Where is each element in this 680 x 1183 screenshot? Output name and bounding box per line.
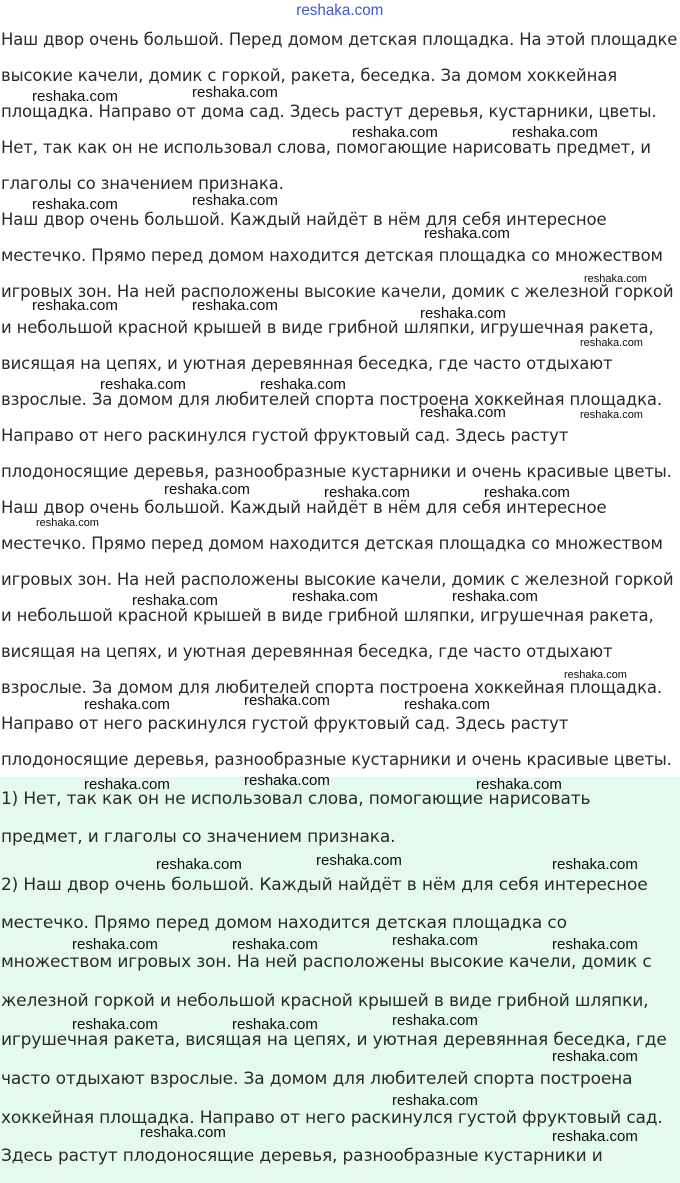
answer-line: местечко. Прямо перед домом находится детская площадка со — [1, 913, 567, 933]
answer-line: железной горкой и небольшой красной крышей в виде грибной шляпки, — [1, 991, 649, 1011]
watermark: reshaka.com — [156, 856, 242, 873]
watermark: reshaka.com — [420, 305, 506, 322]
text-line: Наш двор очень большой. Каждый найдёт в нём для себя интересное — [1, 498, 607, 517]
watermark: reshaka.com — [32, 88, 118, 105]
answer-line: множеством игровых зон. На ней расположены высокие качели, домик с — [1, 952, 652, 972]
watermark: reshaka.com — [512, 124, 598, 141]
watermark: reshaka.com — [476, 776, 562, 793]
text-line: местечко. Прямо перед домом находится детская площадка со множеством — [1, 246, 663, 265]
watermark: reshaka.com — [164, 481, 250, 498]
text-line: и небольшой красной крышей в виде грибной шляпки, игрушечная ракета, — [1, 606, 654, 625]
watermark: reshaka.com — [552, 936, 638, 953]
watermark: reshaka.com — [580, 337, 643, 349]
watermark: reshaka.com — [420, 404, 506, 421]
text-line: и небольшой красной крышей в виде грибной шляпки, игрушечная ракета, — [1, 318, 654, 337]
text-line: плодоносящие деревья, разнообразные кустарники и очень красивые цветы. — [1, 750, 672, 769]
watermark: reshaka.com — [424, 225, 510, 242]
answer-line: 2) Наш двор очень большой. Каждый найдёт в нём для себя интересное — [1, 875, 648, 895]
watermark: reshaka.com — [140, 1124, 226, 1141]
watermark: reshaka.com — [392, 1092, 478, 1109]
watermark: reshaka.com — [192, 84, 278, 101]
answer-line: хоккейная площадка. Направо от него раскинулся густой фруктовый сад. — [1, 1108, 663, 1128]
watermark: reshaka.com — [84, 776, 170, 793]
watermark: reshaka.com — [244, 692, 330, 709]
answer-line: часто отдыхают взрослые. За домом для любителей спорта построена — [1, 1069, 633, 1089]
watermark: reshaka.com — [132, 592, 218, 609]
watermark: reshaka.com — [84, 696, 170, 713]
site-header — [0, 0, 680, 22]
watermark: reshaka.com — [36, 517, 99, 529]
watermark: reshaka.com — [580, 409, 643, 421]
watermark: reshaka.com — [260, 376, 346, 393]
answer-line: предмет, и глаголы со значением признака. — [1, 827, 396, 847]
watermark: reshaka.com — [584, 273, 647, 285]
text-line: плодоносящие деревья, разнообразные кустарники и очень красивые цветы. — [1, 462, 672, 481]
text-line: игровых зон. На ней расположены высокие качели, домик с железной горкой — [1, 282, 674, 301]
watermark: reshaka.com — [484, 484, 570, 501]
text-line: глаголы со значением признака. — [1, 174, 284, 193]
watermark: reshaka.com — [72, 936, 158, 953]
watermark: reshaka.com — [316, 852, 402, 869]
watermark: reshaka.com — [352, 124, 438, 141]
watermark: reshaka.com — [192, 192, 278, 209]
text-line: высокие качели, домик с горкой, ракета, беседка. За домом хоккейная — [1, 66, 618, 85]
watermark: reshaka.com — [552, 1048, 638, 1065]
watermark: reshaka.com — [232, 936, 318, 953]
answer-line: 1) Нет, так как он не использовал слова, помогающие нарисовать — [1, 789, 591, 809]
watermark: reshaka.com — [244, 772, 330, 789]
site-link[interactable]: reshaka.com — [296, 2, 384, 19]
watermark: reshaka.com — [452, 588, 538, 605]
text-line: Наш двор очень большой. Каждый найдёт в нём для себя интересное — [1, 210, 607, 229]
watermark: reshaka.com — [552, 1128, 638, 1145]
watermark: reshaka.com — [32, 297, 118, 314]
answer-line: Здесь растут плодоносящие деревья, разнообразные кустарники и — [1, 1146, 603, 1166]
text-line: Наш двор очень большой. Перед домом детская площадка. На этой площадке — [1, 30, 678, 49]
watermark: reshaka.com — [392, 1012, 478, 1029]
text-line: висящая на цепях, и уютная деревянная беседка, где часто отдыхают — [1, 642, 613, 661]
watermark: reshaka.com — [32, 196, 118, 213]
text-line: висящая на цепях, и уютная деревянная беседка, где часто отдыхают — [1, 354, 613, 373]
text-line: взрослые. За домом для любителей спорта построена хоккейная площадка. — [1, 678, 662, 697]
watermark: reshaka.com — [404, 696, 490, 713]
answer-line: игрушечная ракета, висящая на цепях, и уютная деревянная беседка, где — [1, 1030, 667, 1050]
text-line: местечко. Прямо перед домом находится детская площадка со множеством — [1, 534, 663, 553]
text-line: игровых зон. На ней расположены высокие качели, домик с железной горкой — [1, 570, 674, 589]
answer-block — [0, 777, 680, 1183]
text-line: Направо от него раскинулся густой фруктовый сад. Здесь растут — [1, 426, 569, 445]
watermark: reshaka.com — [392, 932, 478, 949]
watermark: reshaka.com — [232, 1016, 318, 1033]
watermark: reshaka.com — [72, 1016, 158, 1033]
watermark: reshaka.com — [292, 588, 378, 605]
text-line: площадка. Направо от дома сад. Здесь растут деревья, кустарники, цветы. — [1, 102, 657, 121]
watermark: reshaka.com — [192, 297, 278, 314]
watermark: reshaka.com — [324, 484, 410, 501]
watermark: reshaka.com — [564, 669, 627, 681]
text-line: Направо от него раскинулся густой фруктовый сад. Здесь растут — [1, 714, 569, 733]
text-line: Нет, так как он не использовал слова, помогающие нарисовать предмет, и — [1, 138, 651, 157]
text-line: взрослые. За домом для любителей спорта построена хоккейная площадка. — [1, 390, 662, 409]
watermark: reshaka.com — [100, 376, 186, 393]
watermark: reshaka.com — [552, 856, 638, 873]
